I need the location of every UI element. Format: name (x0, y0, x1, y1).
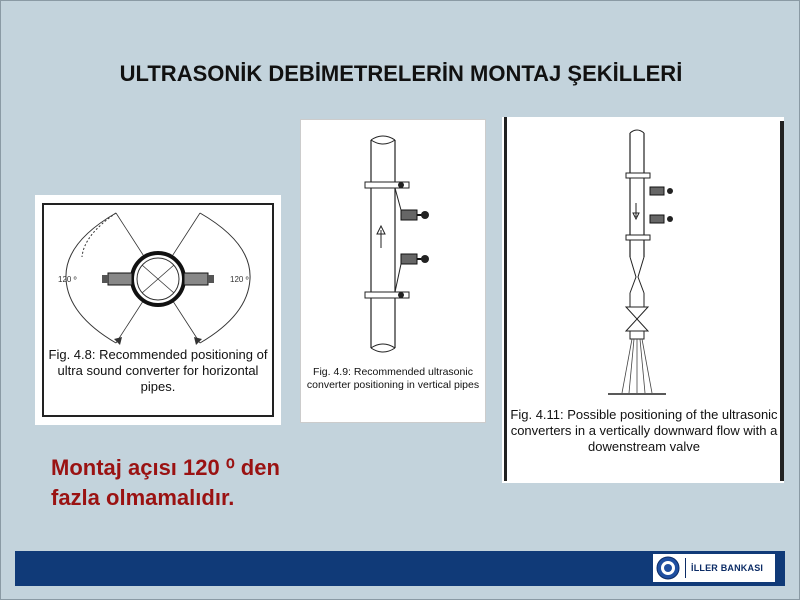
figure-caption: Fig. 4.9: Recommended ultrasonic converter positioning in vertical pipes (306, 366, 480, 391)
bank-emblem-icon (656, 556, 680, 580)
figure-caption: Fig. 4.11: Possible positioning of the ultrasonic converters in a vertically downward flow with a dowenstream valve (510, 407, 778, 454)
downward-flow-diagram (502, 117, 784, 402)
figure-horizontal-pipe (35, 195, 281, 425)
angle-label-right: 120 º (230, 275, 249, 284)
installation-note (51, 453, 351, 513)
brand-logo (653, 554, 775, 582)
footer-bar (15, 551, 785, 586)
figure-vertical-pipe (300, 119, 486, 423)
note-line-2: fazla olmamalıdır. (51, 485, 235, 510)
figure-caption: Fig. 4.8: Recommended positioning of ultra sound converter for horizontal pipes. (48, 347, 268, 394)
figure-downward-flow (502, 117, 784, 483)
slide-title: ULTRASONİK DEBİMETRELERİN MONTAJ ŞEKİLLERİ (119, 61, 683, 86)
logo-divider (685, 558, 686, 578)
note-line-1: Montaj açısı 120 ⁰ den (51, 455, 280, 480)
angle-label-left: 120 º (58, 275, 77, 284)
vertical-pipe-diagram (301, 120, 485, 360)
brand-name: İLLER BANKASI (691, 563, 764, 573)
